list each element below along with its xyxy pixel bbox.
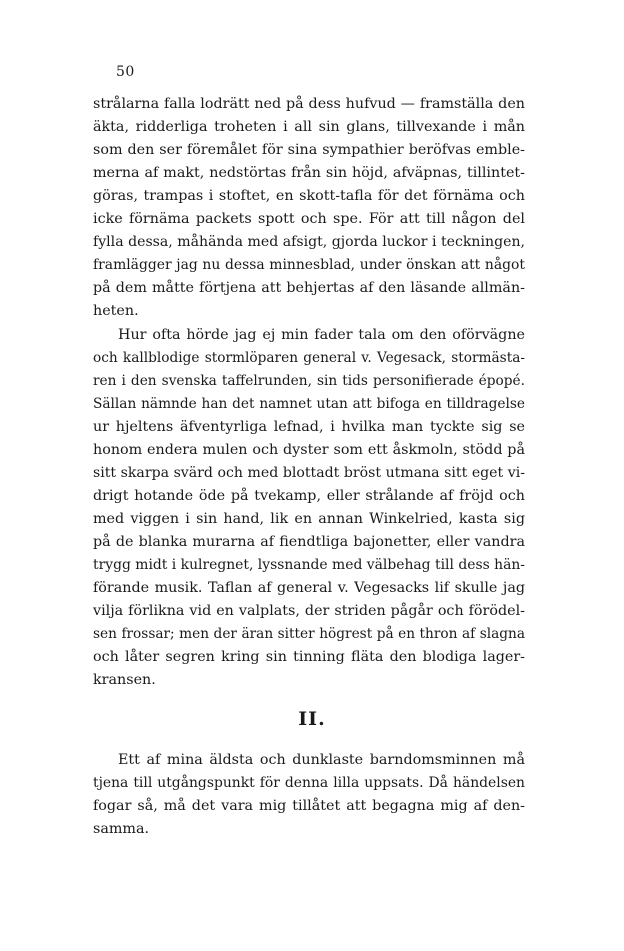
text-line: drigt hotande öde på tvekamp, eller strålande af fröjd och — [93, 488, 525, 504]
text-line: göras, trampas i stoftet, en skott-tafla för det förnäma och — [93, 188, 525, 204]
text-line: på de blanka murarna af fiendtliga bajonetter, eller vandra — [93, 534, 525, 550]
section-heading: II. — [298, 708, 326, 730]
text-line: honom endera mulen och dyster som ett åskmoln, stödd på — [93, 442, 525, 458]
text-line: på dem måtte förtjena att behjertas af den läsande allmän- — [93, 280, 525, 296]
text-line: vilja förlikna vid en valplats, der striden pågår och förödel- — [93, 603, 525, 619]
text-line: Ett af mina äldsta och dunklaste barndomsminnen må — [118, 752, 525, 768]
text-line: heten. — [93, 303, 139, 319]
text-line: ur hjeltens äfventyrliga lefnad, i hvilka man tyckte sig se — [93, 419, 525, 435]
text-line: icke förnäma packets spott och spe. För att till någon del — [93, 211, 525, 227]
text-line: sen frossar; men der äran sitter högrest på en thron af slagna — [93, 626, 525, 642]
text-line: strålarna falla lodrätt ned på dess hufvud — framställa den — [93, 96, 525, 112]
text-line: ren i den svenska taffelrunden, sin tids personifierade épopé. — [93, 373, 525, 389]
text-line: tjena till utgångspunkt för denna lilla uppsats. Då händelsen — [93, 775, 525, 791]
text-line: och låter segren kring sin tinning fläta den blodiga lager- — [93, 649, 525, 665]
page-number: 50 — [116, 64, 135, 80]
text-line: sitt skarpa svärd och med blottadt bröst utmana sitt eget vi- — [93, 465, 525, 481]
text-line: Sällan nämnde han det namnet utan att bifoga en tilldragelse — [93, 396, 525, 412]
text-line: äkta, ridderliga troheten i all sin glans, tillvexande i mån — [93, 119, 525, 135]
text-line: som den ser föremålet för sina sympathier beröfvas emble- — [93, 142, 525, 158]
text-line: och kallblodige stormlöparen general v. Vegesack, stormästa- — [93, 350, 525, 366]
text-line: förande musik. Taflan af general v. Vegesacks lif skulle jag — [93, 580, 525, 596]
text-line: merna af makt, nedstörtas från sin höjd, afväpnas, tillintet- — [93, 165, 525, 181]
text-line: trygg midt i kulregnet, lyssnande med välbehag till dess hän- — [93, 557, 525, 573]
text-line: fylla dessa, måhända med afsigt, gjorda luckor i teckningen, — [93, 234, 525, 250]
text-line: med viggen i sin hand, lik en annan Winkelried, kasta sig — [93, 511, 525, 527]
text-line: framlägger jag nu dessa minnesblad, under önskan att något — [93, 257, 525, 273]
text-line: fogar så, må det vara mig tillåtet att begagna mig af den- — [93, 798, 525, 814]
text-line: kransen. — [93, 672, 156, 688]
text-line: Hur ofta hörde jag ej min fader tala om den oförvägne — [118, 327, 525, 343]
text-line: samma. — [93, 821, 150, 837]
